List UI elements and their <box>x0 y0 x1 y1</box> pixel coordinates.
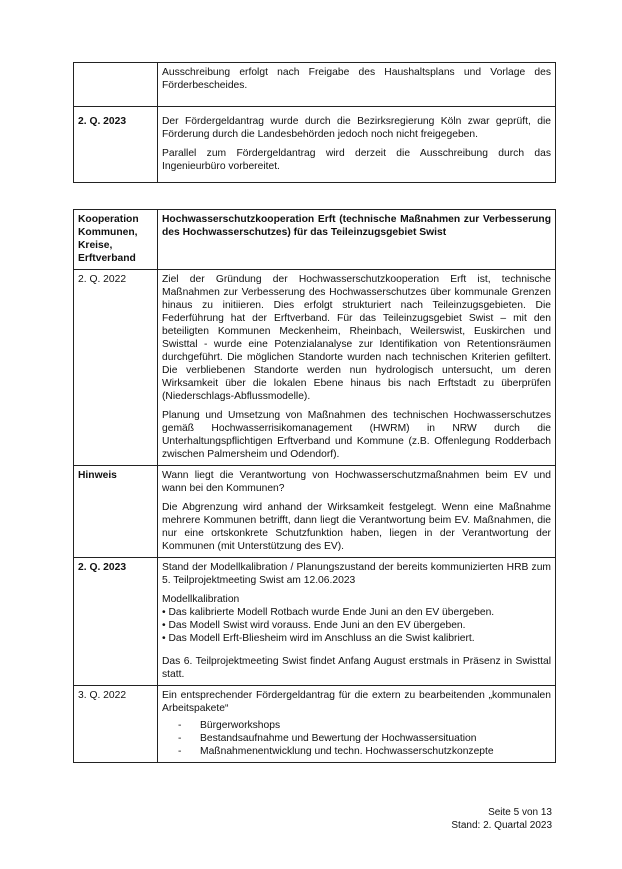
list-item-text: Bestandsaufnahme und Bewertung der Hochwassersituation <box>200 733 477 744</box>
paragraph: Der Fördergeldantrag wurde durch die Bezirksregierung Köln zwar geprüft, die Förderung durch die Landesbehörden jedoch noch nicht freigegeben. <box>162 116 551 140</box>
document-status: Stand: 2. Quartal 2023 <box>451 820 552 831</box>
row-label: 2. Q. 2023 <box>74 558 158 686</box>
paragraph: Stand der Modellkalibration / Planungszustand der bereits kommunizierten HRB zum 5. Teilprojektmeeting Swist am 12.06.2023 <box>162 562 551 586</box>
list-item-text: Maßnahmenentwicklung und techn. Hochwasserschutzkonzepte <box>200 746 494 757</box>
paragraph: Ausschreibung erfolgt nach Freigabe des Haushaltsplans und Vorlage des Förderbescheides. <box>162 67 551 91</box>
row-content <box>158 686 556 763</box>
row-content <box>158 558 556 686</box>
table-continuation <box>73 62 556 183</box>
row-content <box>158 107 556 183</box>
row-label: 2. Q. 2023 <box>74 107 158 183</box>
row-content <box>158 466 556 558</box>
row-label: Hinweis <box>74 466 158 558</box>
row-label: 3. Q. 2022 <box>74 686 158 763</box>
dash-marker: - <box>178 746 182 757</box>
row-content <box>158 270 556 466</box>
paragraph: Die Abgrenzung wird anhand der Wirksamkeit festgelegt. Wenn eine Maßnahme mehrere Kommunen betrifft, dann liegt die Verantwortung beim EV. Maßnahmen, die nur eine ortskonkrete Schutzfunktion haben, liegen in der Verantwortung der Kommunen (mit Unterstützung des EV). <box>162 502 551 552</box>
bullet-item: • Das Modell Swist wird vorauss. Ende Juni an den EV übergeben. <box>162 620 466 631</box>
bullet-item: • Das kalibrierte Modell Rotbach wurde Ende Juni an den EV übergeben. <box>162 607 495 618</box>
list-item-text: Bürgerworkshops <box>200 720 281 731</box>
table-row <box>74 107 556 183</box>
page-footer <box>451 806 552 832</box>
header-label: Kooperation Kommunen, Kreise, Erftverband <box>74 210 158 270</box>
list-item <box>178 732 551 745</box>
dash-marker: - <box>178 733 182 744</box>
dash-marker: - <box>178 720 182 731</box>
row-label: 2. Q. 2022 <box>74 270 158 466</box>
paragraph: Planung und Umsetzung von Maßnahmen des technischen Hochwasserschutzes gemäß Hochwasserrisikomanagement (HWRM) in NRW durch die Unterhaltungspflichtigen Erftverband und Kommune (z.B. Offenlegung Rodderbach zwischen Palmersheim und Odendorf). <box>162 410 551 460</box>
bullet-item: • Das Modell Erft-Bliesheim wird im Anschluss an die Swist kalibriert. <box>162 633 475 644</box>
paragraph: Parallel zum Fördergeldantrag wird derzeit die Ausschreibung durch das Ingenieurbüro vorbereitet. <box>162 148 551 172</box>
table-hochwasserschutzkooperation <box>73 209 556 763</box>
list-item <box>178 745 551 758</box>
paragraph: Wann liegt die Verantwortung von Hochwasserschutzmaßnahmen beim EV und wann bei den Kommunen? <box>162 470 551 494</box>
table-row <box>74 466 556 558</box>
dash-list <box>162 719 551 758</box>
list-item <box>178 719 551 732</box>
row-content <box>158 63 556 107</box>
paragraph: Ziel der Gründung der Hochwasserschutzkooperation Erft ist, technische Maßnahmen zur Verbesserung des Hochwasserschutzes über kommunale Grenzen hinaus zu initiieren. Dies erfolgt strukturiert nach Teileinzugsgebieten. Die Federführung hat der Erftverband. Für das Teileinzugsgebiet Swist – mit den beteiligten Kommunen Meckenheim, Rheinbach, Weilerswist, Euskirchen und Swisttal - wurde eine Potenzialanalyse zur Identifikation von Retentionsräumen durchgeführt. Die möglichen Standorte wurden nach technischen Kriterien gefiltert. Die verbliebenen Standorte werden nun hydrologisch untersucht, um deren Wirksamkeit über die lokalen Ebene hinaus bis nach Erftstadt zu überprüfen (Niederschlags-Abflussmodelle). <box>162 274 551 402</box>
header-title: Hochwasserschutzkooperation Erft (technische Maßnahmen zur Verbesserung des Hochwasserschutzes) für das Teileinzugsgebiet Swist <box>158 210 556 270</box>
paragraph: Das 6. Teilprojektmeeting Swist findet Anfang August erstmals in Präsenz in Swisttal statt. <box>162 656 551 680</box>
table-row <box>74 270 556 466</box>
row-label <box>74 63 158 107</box>
paragraph: Ein entsprechender Fördergeldantrag für die extern zu bearbeitenden „kommunalen Arbeitspakete“ <box>162 690 551 714</box>
table-row <box>74 686 556 763</box>
subheading: Modellkalibration <box>162 594 240 605</box>
table-row <box>74 558 556 686</box>
page-number: Seite 5 von 13 <box>488 807 552 818</box>
table-row <box>74 63 556 107</box>
table-header-row <box>74 210 556 270</box>
